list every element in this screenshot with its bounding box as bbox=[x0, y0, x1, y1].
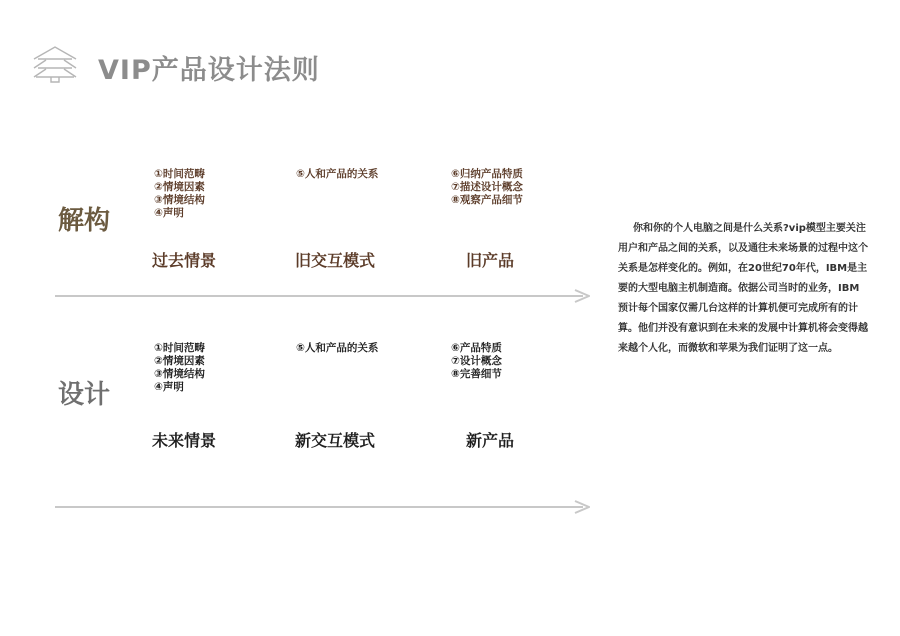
section-label-deconstruct: 解构 bbox=[58, 206, 111, 236]
section-label-design: 设计 bbox=[58, 380, 111, 410]
stacked-tree-icon bbox=[30, 44, 80, 84]
deconstruct-col3-list bbox=[451, 168, 523, 207]
description-paragraph: 你和你的个人电脑之间是什么关系?vip模型主要关注用户和产品之间的关系，以及通往未来场景的过程中这个关系是怎样变化的。例如，在20世纪70年代，IBM是主要的大型电脑主机制造商。依据公司当时的业务，IBM预计每个国家仅需几台这样的计算机便可完成所有的计算。他们并没有意识到在未来的发展中计算机将会变得越来越个人化，而微软和苹果为我们证明了这一点。 bbox=[618, 223, 868, 354]
heading-old-interaction: 旧交互模式 bbox=[295, 251, 376, 270]
list-item: ⑤人和产品的关系 bbox=[296, 342, 379, 354]
page-title: VIP产品设计法则 bbox=[98, 55, 320, 86]
heading-old-product: 旧产品 bbox=[466, 251, 515, 270]
list-item: ⑥归纳产品特质 bbox=[451, 168, 523, 180]
list-item: ⑤人和产品的关系 bbox=[296, 168, 379, 180]
timeline-arrow-bottom bbox=[55, 500, 590, 514]
deconstruct-col1-list bbox=[154, 168, 205, 220]
list-item: ③情境结构 bbox=[154, 194, 205, 206]
heading-past-scenario: 过去情景 bbox=[152, 251, 217, 270]
list-item: ③情境结构 bbox=[154, 368, 205, 380]
list-item: ⑧观察产品细节 bbox=[451, 194, 523, 206]
heading-new-interaction: 新交互模式 bbox=[295, 431, 376, 450]
list-item: ⑦设计概念 bbox=[451, 355, 502, 367]
list-item: ⑥产品特质 bbox=[451, 342, 502, 354]
list-item: ④声明 bbox=[154, 207, 184, 219]
timeline-arrow-top bbox=[55, 289, 590, 303]
list-item: ⑧完善细节 bbox=[451, 368, 502, 380]
design-col1-list bbox=[154, 342, 205, 394]
list-item: ②情境因素 bbox=[154, 355, 205, 367]
deconstruct-col2-list bbox=[296, 168, 378, 181]
design-col2-list bbox=[296, 342, 378, 355]
heading-new-product: 新产品 bbox=[466, 431, 515, 450]
list-item: ①时间范畴 bbox=[154, 168, 205, 180]
heading-future-scenario: 未来情景 bbox=[152, 431, 217, 450]
list-item: ①时间范畴 bbox=[154, 342, 205, 354]
list-item: ④声明 bbox=[154, 381, 184, 393]
list-item: ⑦描述设计概念 bbox=[451, 181, 523, 193]
list-item: ②情境因素 bbox=[154, 181, 205, 193]
design-col3-list bbox=[451, 342, 502, 381]
